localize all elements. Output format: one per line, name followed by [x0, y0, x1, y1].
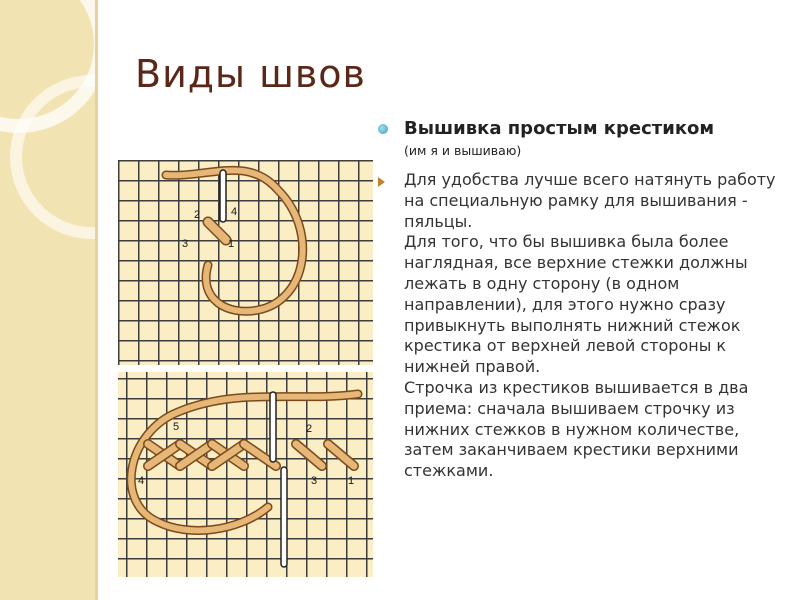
- instructions-text: Для удобства лучше всего натянуть работу на специальную рамку для вышивания - пяльцы. Для того, что бы вышивка была более наглядная, все верхние стежки должны лежать в одну сторону (в одном направлении), для этого нужно сразу привыкнуть выполнять нижний стежок крестика от верхней левой стороны к нижней правой. Строчка из крестиков вышивается в два приема: сначала вышиваем строчку из нижних стежков в нужном количестве, затем заканчиваем крестики верхними стежками.: [404, 170, 776, 481]
- decorative-strip: [0, 0, 95, 600]
- stitch-label: 2: [306, 423, 313, 435]
- stitch-label: 1: [228, 238, 235, 250]
- circle-bullet-icon: [378, 124, 388, 134]
- needle-icon: [220, 170, 226, 222]
- stitch-label: 3: [311, 475, 318, 487]
- stitch-label: 1: [348, 475, 355, 487]
- strip-divider: [95, 0, 98, 600]
- bullet-heading: [378, 118, 783, 162]
- needle-icon: [281, 467, 287, 567]
- arrow-bullet-icon: [378, 177, 385, 187]
- slide-title: Виды швов: [135, 52, 366, 96]
- stitch-label: 3: [182, 238, 189, 250]
- stitch-mark: [328, 444, 354, 466]
- stitch-label: 4: [231, 206, 238, 218]
- cross-stitch-illustration-bottom: [118, 372, 373, 577]
- bullet-body: [378, 170, 783, 482]
- cross-stitch-drawing: [118, 160, 373, 365]
- cross-stitch-illustration-top: [118, 160, 373, 365]
- needle-icon: [270, 392, 276, 462]
- section-heading: Вышивка простым крестиком: [404, 118, 715, 139]
- stitch-label: 5: [173, 421, 180, 433]
- content-bullets: [378, 118, 783, 482]
- section-subheading: (им я и вышиваю): [404, 143, 522, 158]
- stitch-label: 2: [194, 209, 201, 221]
- cross-stitch-row-drawing: [118, 372, 373, 577]
- stitch-label: 4: [138, 475, 145, 487]
- stitch-mark: [296, 444, 322, 466]
